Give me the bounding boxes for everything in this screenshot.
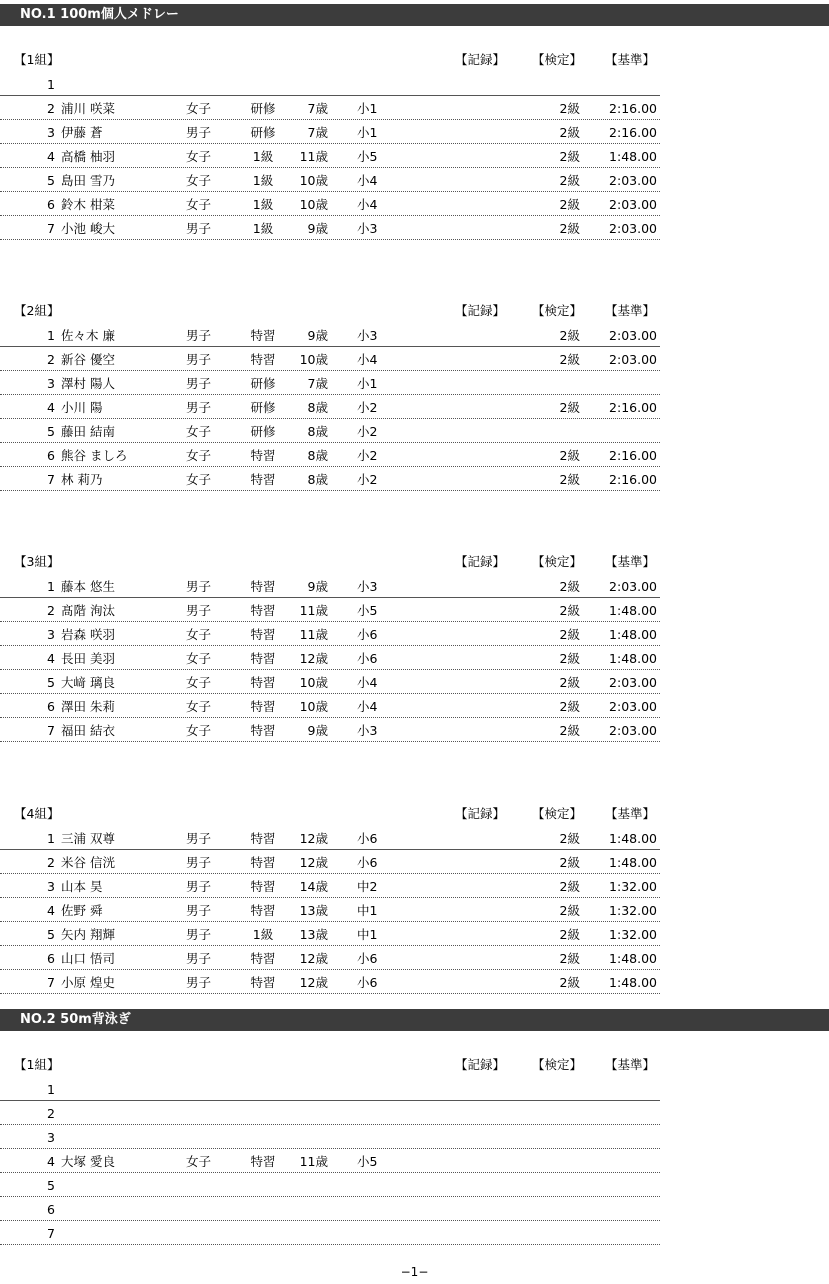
lane-number: 3 bbox=[47, 1130, 55, 1145]
age: 11歳 bbox=[299, 627, 328, 642]
kentei-value: 2級 bbox=[559, 125, 580, 140]
heat-label: 【2組】 bbox=[14, 303, 60, 318]
level: 1級 bbox=[252, 173, 274, 188]
school-grade: 小6 bbox=[357, 627, 378, 642]
heat-group bbox=[0, 1053, 660, 1245]
school-grade: 小1 bbox=[357, 376, 378, 391]
level: 研修 bbox=[250, 101, 276, 116]
entry-row bbox=[0, 718, 660, 742]
level: 特習 bbox=[250, 951, 276, 966]
kentei-value: 2級 bbox=[559, 197, 580, 212]
school-grade: 小3 bbox=[357, 328, 378, 343]
swimmer-name: 新谷 優空 bbox=[61, 352, 115, 367]
lane-number: 7 bbox=[47, 221, 55, 236]
entry-row bbox=[0, 946, 660, 970]
kijun-time: 1:32.00 bbox=[609, 903, 657, 918]
kijun-time: 1:32.00 bbox=[609, 927, 657, 942]
kentei-value: 2級 bbox=[559, 855, 580, 870]
entry-row bbox=[0, 622, 660, 646]
swimmer-name: 林 莉乃 bbox=[61, 472, 103, 487]
lane-number: 1 bbox=[47, 328, 55, 343]
heat-label: 【3組】 bbox=[14, 554, 60, 569]
level: 特習 bbox=[250, 699, 276, 714]
level: 特習 bbox=[250, 723, 276, 738]
record-header: 【記録】 bbox=[455, 554, 506, 569]
age: 11歳 bbox=[299, 149, 328, 164]
lane-number: 1 bbox=[47, 77, 55, 92]
level: 特習 bbox=[250, 651, 276, 666]
sex: 男子 bbox=[186, 376, 212, 391]
kentei-value: 2級 bbox=[559, 951, 580, 966]
sex: 男子 bbox=[186, 400, 212, 415]
page-number: −1− bbox=[400, 1265, 429, 1279]
sex: 男子 bbox=[186, 879, 212, 894]
entry-row bbox=[0, 395, 660, 419]
kentei-value: 2級 bbox=[559, 400, 580, 415]
entry-row bbox=[0, 144, 660, 168]
school-grade: 小6 bbox=[357, 951, 378, 966]
lane-number: 4 bbox=[47, 400, 55, 415]
school-grade: 小6 bbox=[357, 975, 378, 990]
event-title-bar: NO.2 50m背泳ぎ bbox=[0, 1009, 829, 1031]
lane-number: 5 bbox=[47, 424, 55, 439]
age: 12歳 bbox=[299, 831, 328, 846]
sex: 男子 bbox=[186, 352, 212, 367]
entry-row bbox=[0, 443, 660, 467]
sex: 男子 bbox=[186, 951, 212, 966]
entry-row bbox=[0, 574, 660, 598]
swimmer-name: 小原 煌史 bbox=[61, 975, 115, 990]
kijun-header: 【基準】 bbox=[605, 1057, 656, 1072]
kentei-value: 2級 bbox=[559, 173, 580, 188]
level: 研修 bbox=[250, 400, 276, 415]
swimmer-name: 藤本 悠生 bbox=[61, 579, 115, 594]
entry-row bbox=[0, 874, 660, 898]
swimmer-name: 大﨑 璃良 bbox=[61, 675, 115, 690]
swimmer-name: 高橋 柚羽 bbox=[61, 149, 115, 164]
heat-group bbox=[0, 48, 660, 240]
school-grade: 小1 bbox=[357, 125, 378, 140]
kijun-header: 【基準】 bbox=[605, 554, 656, 569]
kijun-time: 2:16.00 bbox=[609, 400, 657, 415]
kijun-header: 【基準】 bbox=[605, 52, 656, 67]
kentei-value: 2級 bbox=[559, 651, 580, 666]
age: 7歳 bbox=[307, 376, 328, 391]
entry-row bbox=[0, 970, 660, 994]
entry-row bbox=[0, 192, 660, 216]
lane-number: 3 bbox=[47, 879, 55, 894]
entry-row bbox=[0, 72, 660, 96]
kijun-time: 2:03.00 bbox=[609, 675, 657, 690]
lane-number: 2 bbox=[47, 1106, 55, 1121]
age: 10歳 bbox=[299, 352, 328, 367]
entry-row bbox=[0, 1197, 660, 1221]
level: 1級 bbox=[252, 221, 274, 236]
kentei-value: 2級 bbox=[559, 903, 580, 918]
kentei-value: 2級 bbox=[559, 675, 580, 690]
kijun-time: 2:03.00 bbox=[609, 173, 657, 188]
swimmer-name: 佐野 舜 bbox=[61, 903, 103, 918]
age: 8歳 bbox=[307, 448, 328, 463]
record-header: 【記録】 bbox=[455, 806, 506, 821]
entry-row bbox=[0, 467, 660, 491]
swimmer-name: 福田 結衣 bbox=[61, 723, 115, 738]
kentei-value: 2級 bbox=[559, 579, 580, 594]
age: 10歳 bbox=[299, 699, 328, 714]
age: 8歳 bbox=[307, 424, 328, 439]
lane-number: 7 bbox=[47, 1226, 55, 1241]
kijun-time: 1:48.00 bbox=[609, 975, 657, 990]
entry-row bbox=[0, 1149, 660, 1173]
kentei-value: 2級 bbox=[559, 328, 580, 343]
level: 特習 bbox=[250, 975, 276, 990]
age: 12歳 bbox=[299, 651, 328, 666]
lane-number: 6 bbox=[47, 699, 55, 714]
swimmer-name: 熊谷 ましろ bbox=[61, 448, 128, 463]
swimmer-name: 三浦 双尊 bbox=[61, 831, 115, 846]
entry-row bbox=[0, 168, 660, 192]
swimmer-name: 佐々木 廉 bbox=[61, 328, 115, 343]
level: 1級 bbox=[252, 149, 274, 164]
heat-label: 【1組】 bbox=[14, 1057, 60, 1072]
sex: 男子 bbox=[186, 855, 212, 870]
entry-row bbox=[0, 598, 660, 622]
kentei-value: 2級 bbox=[559, 101, 580, 116]
school-grade: 小5 bbox=[357, 1154, 378, 1169]
kijun-time: 2:16.00 bbox=[609, 472, 657, 487]
lane-number: 6 bbox=[47, 197, 55, 212]
record-header: 【記録】 bbox=[455, 1057, 506, 1072]
swimmer-name: 米谷 信洸 bbox=[61, 855, 115, 870]
lane-number: 2 bbox=[47, 855, 55, 870]
swimmer-name: 山口 悟司 bbox=[61, 951, 115, 966]
age: 10歳 bbox=[299, 173, 328, 188]
sex: 女子 bbox=[186, 675, 212, 690]
entry-row bbox=[0, 216, 660, 240]
swimmer-name: 小川 陽 bbox=[61, 400, 103, 415]
level: 特習 bbox=[250, 903, 276, 918]
entry-row bbox=[0, 850, 660, 874]
kijun-time: 2:03.00 bbox=[609, 352, 657, 367]
lane-number: 4 bbox=[47, 1154, 55, 1169]
kijun-time: 1:48.00 bbox=[609, 651, 657, 666]
heat-header bbox=[0, 550, 660, 574]
level: 特習 bbox=[250, 579, 276, 594]
event-title-bar: NO.1 100m個人メドレー bbox=[0, 4, 829, 26]
age: 13歳 bbox=[299, 927, 328, 942]
school-grade: 中2 bbox=[357, 879, 378, 894]
heat-label: 【4組】 bbox=[14, 806, 60, 821]
entry-row bbox=[0, 1221, 660, 1245]
level: 特習 bbox=[250, 328, 276, 343]
school-grade: 小2 bbox=[357, 472, 378, 487]
swimmer-name: 藤田 結南 bbox=[61, 424, 115, 439]
sex: 女子 bbox=[186, 101, 212, 116]
kijun-time: 1:32.00 bbox=[609, 879, 657, 894]
kentei-value: 2級 bbox=[559, 879, 580, 894]
kijun-time: 1:48.00 bbox=[609, 855, 657, 870]
sex: 女子 bbox=[186, 448, 212, 463]
swimmer-name: 山本 昊 bbox=[61, 879, 103, 894]
kijun-time: 2:03.00 bbox=[609, 328, 657, 343]
age: 11歳 bbox=[299, 1154, 328, 1169]
lane-number: 6 bbox=[47, 951, 55, 966]
swimmer-name: 矢内 翔輝 bbox=[61, 927, 115, 942]
kentei-value: 2級 bbox=[559, 352, 580, 367]
entry-row bbox=[0, 670, 660, 694]
sex: 女子 bbox=[186, 699, 212, 714]
level: 1級 bbox=[252, 927, 274, 942]
lane-number: 7 bbox=[47, 975, 55, 990]
sex: 男子 bbox=[186, 975, 212, 990]
school-grade: 小1 bbox=[357, 101, 378, 116]
kentei-value: 2級 bbox=[559, 927, 580, 942]
swimmer-name: 大塚 愛良 bbox=[61, 1154, 115, 1169]
age: 11歳 bbox=[299, 603, 328, 618]
entry-row bbox=[0, 1077, 660, 1101]
age: 9歳 bbox=[307, 221, 328, 236]
kentei-value: 2級 bbox=[559, 723, 580, 738]
school-grade: 中1 bbox=[357, 903, 378, 918]
sex: 男子 bbox=[186, 125, 212, 140]
entry-row bbox=[0, 96, 660, 120]
school-grade: 小6 bbox=[357, 855, 378, 870]
kentei-value: 2級 bbox=[559, 975, 580, 990]
level: 特習 bbox=[250, 879, 276, 894]
age: 9歳 bbox=[307, 723, 328, 738]
sex: 女子 bbox=[186, 424, 212, 439]
lane-number: 1 bbox=[47, 1082, 55, 1097]
record-header: 【記録】 bbox=[455, 52, 506, 67]
kijun-time: 2:03.00 bbox=[609, 197, 657, 212]
kijun-time: 2:03.00 bbox=[609, 723, 657, 738]
swimmer-name: 澤田 朱莉 bbox=[61, 699, 115, 714]
age: 9歳 bbox=[307, 579, 328, 594]
sex: 男子 bbox=[186, 328, 212, 343]
kijun-time: 1:48.00 bbox=[609, 951, 657, 966]
school-grade: 小2 bbox=[357, 424, 378, 439]
school-grade: 小4 bbox=[357, 352, 378, 367]
kijun-header: 【基準】 bbox=[605, 806, 656, 821]
school-grade: 小5 bbox=[357, 603, 378, 618]
level: 1級 bbox=[252, 197, 274, 212]
lane-number: 6 bbox=[47, 1202, 55, 1217]
lane-number: 4 bbox=[47, 903, 55, 918]
lane-number: 1 bbox=[47, 831, 55, 846]
heat-header bbox=[0, 48, 660, 72]
kentei-value: 2級 bbox=[559, 448, 580, 463]
school-grade: 小4 bbox=[357, 675, 378, 690]
lane-number: 2 bbox=[47, 101, 55, 116]
kentei-value: 2級 bbox=[559, 221, 580, 236]
kijun-time: 2:03.00 bbox=[609, 221, 657, 236]
heat-header bbox=[0, 299, 660, 323]
kentei-value: 2級 bbox=[559, 699, 580, 714]
entry-row bbox=[0, 826, 660, 850]
kijun-header: 【基準】 bbox=[605, 303, 656, 318]
sex: 男子 bbox=[186, 579, 212, 594]
school-grade: 小3 bbox=[357, 723, 378, 738]
age: 8歳 bbox=[307, 400, 328, 415]
heat-group bbox=[0, 802, 660, 994]
kentei-header: 【検定】 bbox=[532, 806, 583, 821]
lane-number: 5 bbox=[47, 927, 55, 942]
kentei-value: 2級 bbox=[559, 603, 580, 618]
kijun-time: 2:03.00 bbox=[609, 579, 657, 594]
record-header: 【記録】 bbox=[455, 303, 506, 318]
level: 研修 bbox=[250, 376, 276, 391]
lane-number: 2 bbox=[47, 352, 55, 367]
entry-row bbox=[0, 120, 660, 144]
age: 7歳 bbox=[307, 101, 328, 116]
lane-number: 6 bbox=[47, 448, 55, 463]
lane-number: 7 bbox=[47, 472, 55, 487]
school-grade: 小2 bbox=[357, 400, 378, 415]
heat-group bbox=[0, 550, 660, 742]
kentei-value: 2級 bbox=[559, 831, 580, 846]
entry-row bbox=[0, 898, 660, 922]
level: 特習 bbox=[250, 448, 276, 463]
lane-number: 4 bbox=[47, 651, 55, 666]
kijun-time: 1:48.00 bbox=[609, 831, 657, 846]
school-grade: 小3 bbox=[357, 221, 378, 236]
heat-group bbox=[0, 299, 660, 491]
entry-row bbox=[0, 347, 660, 371]
swimmer-name: 澤村 陽人 bbox=[61, 376, 115, 391]
school-grade: 小6 bbox=[357, 651, 378, 666]
lane-number: 1 bbox=[47, 579, 55, 594]
entry-row bbox=[0, 1173, 660, 1197]
lane-number: 3 bbox=[47, 125, 55, 140]
school-grade: 小5 bbox=[357, 149, 378, 164]
level: 特習 bbox=[250, 1154, 276, 1169]
sex: 男子 bbox=[186, 903, 212, 918]
school-grade: 小6 bbox=[357, 831, 378, 846]
lane-number: 5 bbox=[47, 1178, 55, 1193]
sex: 男子 bbox=[186, 221, 212, 236]
sex: 男子 bbox=[186, 603, 212, 618]
level: 特習 bbox=[250, 855, 276, 870]
school-grade: 小3 bbox=[357, 579, 378, 594]
lane-number: 5 bbox=[47, 675, 55, 690]
level: 研修 bbox=[250, 424, 276, 439]
kijun-time: 2:16.00 bbox=[609, 125, 657, 140]
lane-number: 2 bbox=[47, 603, 55, 618]
lane-number: 4 bbox=[47, 149, 55, 164]
swimmer-name: 岩森 咲羽 bbox=[61, 627, 115, 642]
kentei-header: 【検定】 bbox=[532, 1057, 583, 1072]
age: 7歳 bbox=[307, 125, 328, 140]
sex: 女子 bbox=[186, 651, 212, 666]
age: 12歳 bbox=[299, 951, 328, 966]
lane-number: 7 bbox=[47, 723, 55, 738]
kijun-time: 2:16.00 bbox=[609, 101, 657, 116]
kentei-header: 【検定】 bbox=[532, 554, 583, 569]
level: 特習 bbox=[250, 603, 276, 618]
sex: 女子 bbox=[186, 472, 212, 487]
entry-row bbox=[0, 646, 660, 670]
level: 特習 bbox=[250, 675, 276, 690]
kentei-header: 【検定】 bbox=[532, 303, 583, 318]
entry-row bbox=[0, 371, 660, 395]
kijun-time: 1:48.00 bbox=[609, 603, 657, 618]
swimmer-name: 髙階 洵汰 bbox=[61, 603, 115, 618]
school-grade: 小4 bbox=[357, 173, 378, 188]
kentei-value: 2級 bbox=[559, 149, 580, 164]
age: 13歳 bbox=[299, 903, 328, 918]
kentei-value: 2級 bbox=[559, 627, 580, 642]
sex: 女子 bbox=[186, 723, 212, 738]
age: 9歳 bbox=[307, 328, 328, 343]
lane-number: 3 bbox=[47, 376, 55, 391]
age: 12歳 bbox=[299, 855, 328, 870]
swimmer-name: 小池 峻大 bbox=[61, 221, 115, 236]
level: 特習 bbox=[250, 352, 276, 367]
kijun-time: 2:16.00 bbox=[609, 448, 657, 463]
age: 10歳 bbox=[299, 675, 328, 690]
school-grade: 小4 bbox=[357, 699, 378, 714]
sex: 女子 bbox=[186, 1154, 212, 1169]
swimmer-name: 島田 雪乃 bbox=[61, 173, 115, 188]
swimmer-name: 伊藤 蒼 bbox=[61, 125, 103, 140]
lane-number: 5 bbox=[47, 173, 55, 188]
level: 特習 bbox=[250, 627, 276, 642]
entry-row bbox=[0, 694, 660, 718]
school-grade: 小2 bbox=[357, 448, 378, 463]
heat-header bbox=[0, 802, 660, 826]
sex: 女子 bbox=[186, 149, 212, 164]
sex: 男子 bbox=[186, 927, 212, 942]
kijun-time: 2:03.00 bbox=[609, 699, 657, 714]
level: 研修 bbox=[250, 125, 276, 140]
level: 特習 bbox=[250, 831, 276, 846]
entry-row bbox=[0, 323, 660, 347]
heat-label: 【1組】 bbox=[14, 52, 60, 67]
kijun-time: 1:48.00 bbox=[609, 627, 657, 642]
kijun-time: 1:48.00 bbox=[609, 149, 657, 164]
school-grade: 中1 bbox=[357, 927, 378, 942]
entry-row bbox=[0, 419, 660, 443]
sex: 女子 bbox=[186, 197, 212, 212]
swimmer-name: 浦川 咲菜 bbox=[61, 101, 115, 116]
kentei-value: 2級 bbox=[559, 472, 580, 487]
sex: 女子 bbox=[186, 627, 212, 642]
age: 8歳 bbox=[307, 472, 328, 487]
age: 14歳 bbox=[299, 879, 328, 894]
age: 12歳 bbox=[299, 975, 328, 990]
heat-header bbox=[0, 1053, 660, 1077]
sex: 男子 bbox=[186, 831, 212, 846]
entry-row bbox=[0, 1101, 660, 1125]
entry-row bbox=[0, 922, 660, 946]
level: 特習 bbox=[250, 472, 276, 487]
swimmer-name: 長田 美羽 bbox=[61, 651, 115, 666]
kentei-header: 【検定】 bbox=[532, 52, 583, 67]
lane-number: 3 bbox=[47, 627, 55, 642]
swimmer-name: 鈴木 柑菜 bbox=[61, 197, 115, 212]
age: 10歳 bbox=[299, 197, 328, 212]
entry-row bbox=[0, 1125, 660, 1149]
sex: 女子 bbox=[186, 173, 212, 188]
school-grade: 小4 bbox=[357, 197, 378, 212]
